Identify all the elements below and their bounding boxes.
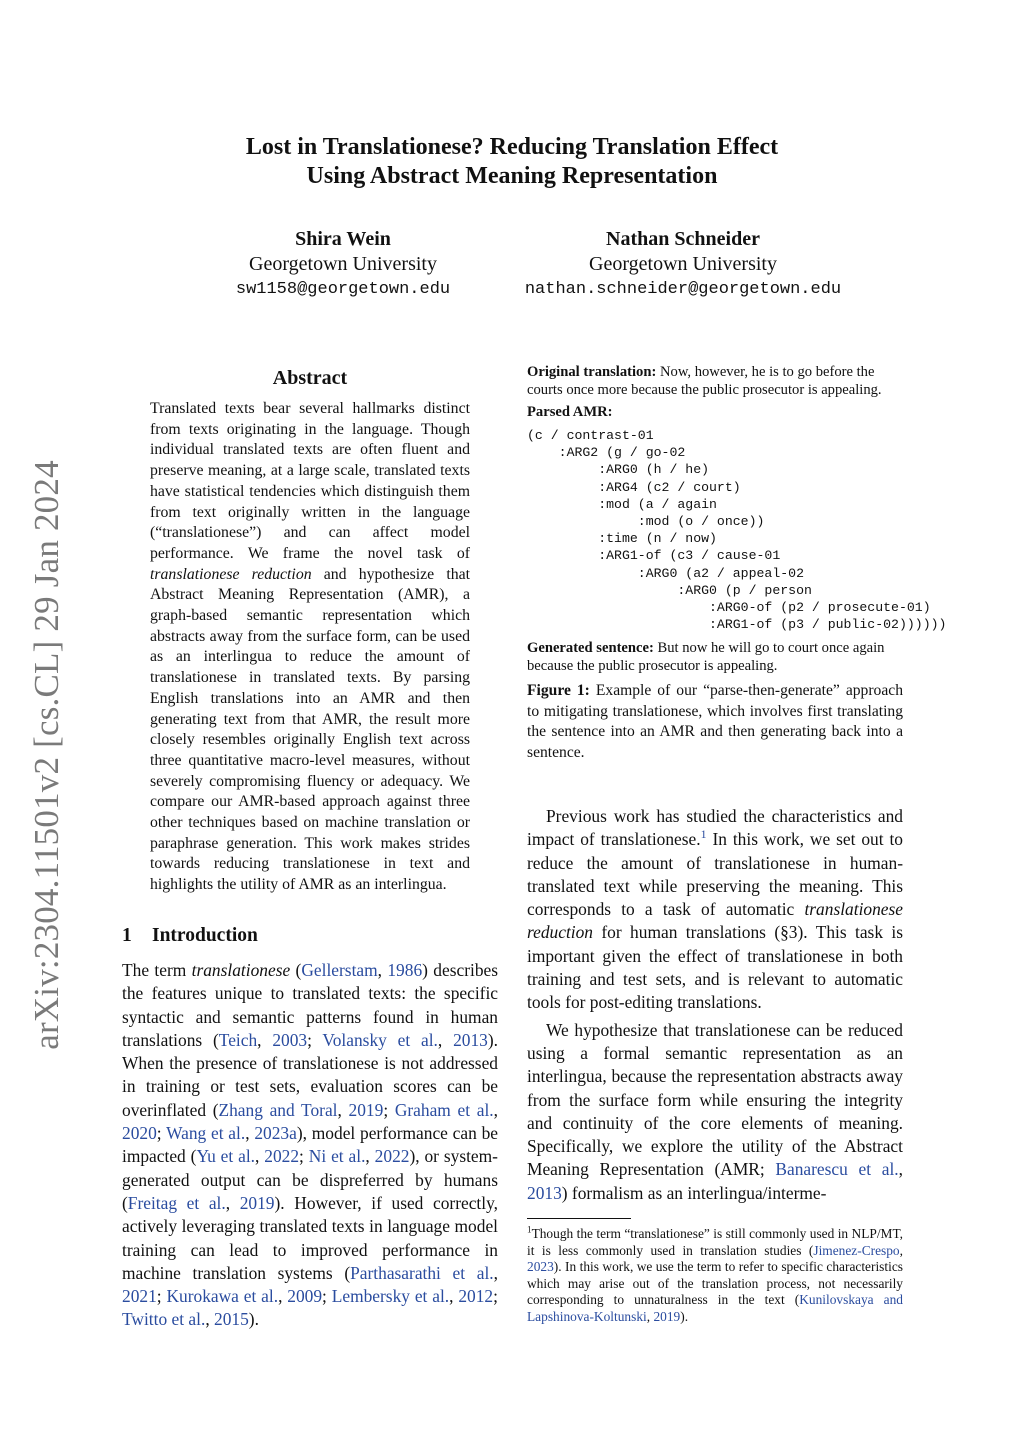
intro-text: ,	[377, 960, 388, 980]
author-name: Shira Wein	[295, 228, 391, 250]
footnote-text: ,	[646, 1308, 654, 1324]
citation-link[interactable]: 2013	[453, 1029, 488, 1050]
author-affiliation: Georgetown University	[249, 253, 437, 275]
author-email: sw1158@georgetown.edu	[235, 280, 451, 299]
intro-text: ,	[437, 1029, 454, 1050]
citation-link[interactable]: 2023a	[254, 1123, 297, 1144]
citation-link[interactable]: Graham et al.	[394, 1099, 494, 1120]
citation-link[interactable]: 2012	[458, 1286, 494, 1307]
intro-emphasis: translationese	[191, 960, 291, 980]
intro-text: ,	[257, 1029, 273, 1050]
intro-text: ;	[322, 1286, 332, 1307]
paper-title-line-2: Using Abstract Meaning Representation	[306, 163, 718, 189]
figure-parsed-amr-label	[527, 403, 903, 421]
body-paragraph	[527, 1019, 903, 1205]
intro-text: ,	[493, 1099, 498, 1120]
author-block-1	[153, 226, 533, 302]
citation-link[interactable]: Teich	[218, 1029, 258, 1050]
citation-link[interactable]: Wang et al.	[166, 1123, 246, 1144]
section-title: Introduction	[152, 925, 258, 946]
citation-link[interactable]: 2022	[264, 1146, 300, 1167]
citation-link[interactable]: Kurokawa et al.	[166, 1286, 279, 1307]
citation-link[interactable]: 2003	[272, 1029, 308, 1050]
intro-text: ). However, if used correctly, actively leveraging translated texts in language model training can lead to improved performance in machine translation systems (	[122, 1192, 498, 1283]
body-text: We hypothesize that translationese can be reduced using a formal semantic representation as an interlingua, because the representation abstracts away from the surface form while ensuring the integrity and continuity of the core elements of meaning. Specifically, we explore the utility of the Abstract Meaning Representation (AMR;	[527, 1019, 903, 1180]
abstract-emphasis: translationese reduction	[150, 565, 312, 583]
figure-generated-sentence	[527, 639, 903, 675]
citation-link[interactable]: Parthasarathi et al.	[350, 1262, 494, 1283]
citation-link[interactable]: Kunilovskaya and Lapshinova-Koltunski	[527, 1292, 903, 1324]
intro-text: ,	[205, 1309, 215, 1330]
author-email: nathan.schneider@georgetown.edu	[524, 280, 842, 299]
amr-line: :ARG2 (g / go-02	[527, 445, 686, 461]
citation-link[interactable]: 2009	[287, 1286, 323, 1307]
citation-link[interactable]: Ni et al.	[308, 1146, 366, 1167]
footnote-text: ). In this work, we use the term to refer to specific characteristics which may arise out of the translation process, not necessarily corresponding to unnaturalness in the text (	[527, 1259, 903, 1307]
figure-label: Parsed AMR:	[527, 404, 613, 420]
figure-label: Original translation:	[527, 364, 657, 380]
citation-link[interactable]: 2019	[653, 1308, 681, 1324]
citation-link[interactable]: Freitag et al.	[127, 1192, 226, 1213]
intro-text: ;	[156, 1123, 167, 1144]
intro-text: ,	[365, 1146, 375, 1167]
body-text: In this work, we set out to reduce the amount of translationese in human-translated text while preserving the meaning. This corresponds to a task of automatic	[527, 829, 903, 920]
figure-label: Generated sentence:	[527, 640, 654, 656]
amr-line: :ARG0 (a2 / appeal-02	[527, 565, 804, 581]
abstract-text: Translated texts bear several hallmarks distinct from texts originating in the language. Though individual translated texts are often fluent and preserve meaning, at a large scale, translated texts have statistical tendencies which distinguish them from text originally written in the language (“translationese”) and can affect model performance. We frame the novel task of	[150, 400, 470, 562]
intro-text: ,	[245, 1123, 255, 1144]
amr-line: :time (n / now)	[527, 531, 717, 547]
introduction-paragraph	[122, 959, 498, 1332]
amr-graph-listing	[527, 427, 946, 633]
citation-link[interactable]: 2022	[374, 1146, 410, 1167]
footnote	[527, 1226, 903, 1325]
paper-title-line-1: Lost in Translationese? Reducing Translation Effect	[245, 134, 779, 160]
footnote-text: Though the term “translationese” is still commonly used in NLP/MT, it is less commonly used in translation studies (	[527, 1226, 903, 1258]
intro-text: ).	[248, 1309, 259, 1330]
citation-link[interactable]: 2015	[214, 1309, 249, 1330]
amr-line: (c / contrast-01	[527, 428, 654, 443]
intro-text: ,	[449, 1286, 459, 1307]
body-text: for human translations (§3). This task is important given the effect of translationese in both training and test sets, and is relevant to automatic tools for post-editing translations.	[527, 922, 903, 1013]
intro-text: (	[290, 960, 302, 980]
section-heading-introduction	[122, 924, 258, 948]
figure-original-translation	[527, 363, 903, 399]
body-text: Previous work has studied the characteristics and impact of translationese.	[527, 806, 903, 850]
author-affiliation: Georgetown University	[589, 253, 777, 275]
amr-line: :ARG1-of (c3 / cause-01	[527, 548, 781, 564]
footnote-text: ,	[899, 1242, 903, 1258]
body-emphasis: translationese reduction	[527, 899, 903, 943]
citation-link[interactable]: 2013	[527, 1182, 562, 1203]
citation-link[interactable]: Twitto et al.	[122, 1309, 206, 1330]
intro-text: ;	[307, 1029, 323, 1050]
intro-text: ,	[255, 1146, 265, 1167]
figure-text: Now, however, he is to go before the courts once more because the public prosecutor is appealing.	[527, 364, 882, 398]
intro-text: ;	[493, 1286, 498, 1307]
intro-text: ,	[337, 1099, 349, 1120]
amr-line: :ARG1-of (p3 / public-02))))))	[527, 617, 947, 633]
citation-link[interactable]: Zhang and Toral	[218, 1099, 338, 1120]
footnote-divider	[527, 1218, 631, 1219]
intro-text: ;	[299, 1146, 309, 1167]
amr-line: :ARG0 (p / person	[527, 582, 812, 598]
body-text: ) formalism as an interlingua/interme-	[561, 1182, 827, 1203]
intro-text: ). When the presence of translationese is not addressed in training or test sets, evaluation scores can be overinflated (	[122, 1029, 498, 1120]
figure-caption	[527, 681, 903, 763]
caption-label: Figure 1:	[527, 682, 590, 699]
citation-link[interactable]: 2021	[122, 1286, 157, 1307]
intro-text: ), or system-generated output can be dispreferred by humans (	[122, 1146, 498, 1213]
abstract-heading: Abstract	[272, 367, 348, 389]
amr-line: :ARG4 (c2 / court)	[527, 479, 741, 495]
right-column-body	[527, 805, 903, 1205]
citation-link[interactable]: Volansky et al.	[322, 1029, 438, 1050]
footnote-number: 1	[527, 1224, 532, 1235]
intro-text: ;	[156, 1286, 167, 1307]
body-paragraph	[527, 805, 903, 1015]
section-number: 1	[122, 925, 132, 946]
intro-text: ;	[383, 1099, 395, 1120]
citation-link[interactable]: 2019	[239, 1192, 275, 1213]
citation-link[interactable]: Yu et al.	[196, 1146, 256, 1167]
citation-link[interactable]: 2020	[122, 1123, 157, 1144]
citation-link[interactable]: 1986	[387, 960, 423, 980]
amr-line: :mod (a / again	[527, 496, 717, 512]
amr-line: :ARG0 (h / he)	[527, 462, 710, 478]
intro-text: ,	[225, 1192, 240, 1213]
citation-link[interactable]: 2019	[348, 1099, 384, 1120]
author-block-2	[493, 226, 873, 302]
amr-line: :ARG0-of (p2 / prosecute-01)	[527, 600, 931, 616]
arxiv-identifier: arXiv:2304.11501v2 [cs.CL] 29 Jan 2024	[27, 460, 66, 1050]
abstract-text: and hypothesize that Abstract Meaning Representation (AMR), a graph-based semantic representation which abstracts away from the surface form, can be used as an interlingua to reduce the amount of translationese in translated texts. By parsing English translations into an AMR and then generating text from that AMR, the result more closely resembles originally English text across three quantitative macro-level measures, without severely compromising fluency or adequacy. We compare our AMR-based approach against three other techniques based on machine translation or paraphrase generation. This work makes strides towards reducing translationese in text and highlights the utility of AMR as an interlingua.	[150, 565, 471, 894]
citation-link[interactable]: Lembersky et al.	[331, 1286, 450, 1307]
citation-link[interactable]: Gellerstam	[301, 960, 378, 980]
author-name: Nathan Schneider	[606, 228, 760, 250]
footnote-marker[interactable]: 1	[700, 827, 707, 842]
citation-link[interactable]: Banarescu et al.	[775, 1159, 899, 1180]
intro-text: ) describes the features unique to translated texts: the specific syntactic and semantic patterns found in human translations (	[122, 960, 498, 1050]
intro-text: ), model performance can be impacted (	[122, 1123, 498, 1167]
body-text: ,	[898, 1159, 903, 1180]
caption-text: Example of our “parse-then-generate” approach to mitigating translationese, which involves first translating the sentence into an AMR and then generating back into a sentence.	[527, 682, 903, 761]
intro-text: The term	[122, 960, 192, 980]
citation-link[interactable]: Jimenez-Crespo	[813, 1242, 900, 1258]
amr-line: :mod (o / once))	[527, 514, 765, 530]
abstract-body	[150, 399, 470, 896]
citation-link[interactable]: 2023	[527, 1259, 554, 1274]
intro-text: ,	[278, 1286, 288, 1307]
figure-text: But now he will go to court once again because the public prosecutor is appealing.	[527, 640, 885, 674]
footnote-text: ).	[680, 1308, 689, 1324]
intro-text: ,	[493, 1262, 498, 1283]
